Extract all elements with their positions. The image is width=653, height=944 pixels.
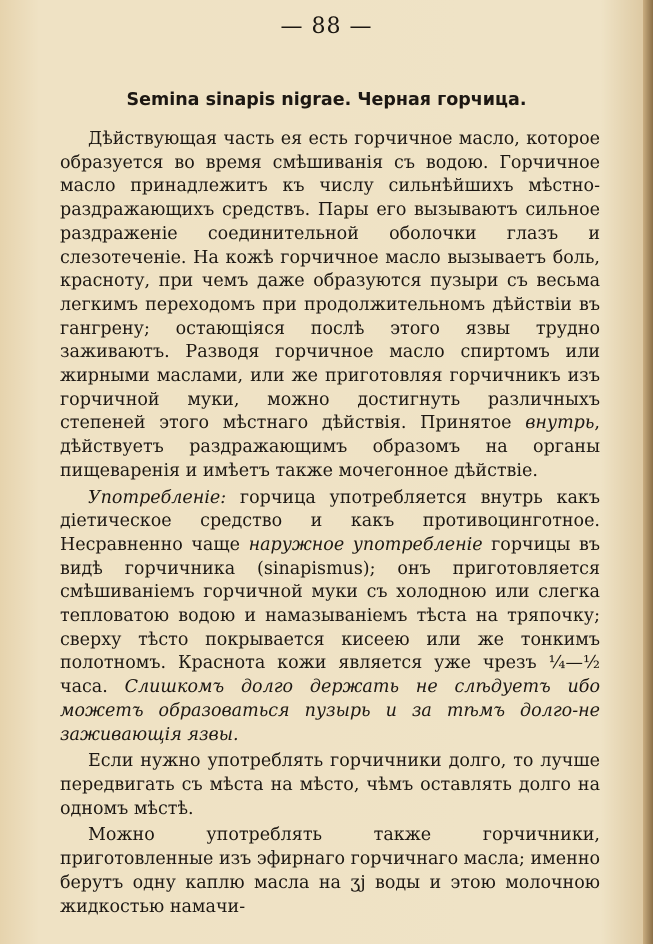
paragraph xyxy=(60,824,600,919)
italic-run: внутрь xyxy=(525,413,595,434)
page-number: — 88 — xyxy=(280,14,373,39)
section-heading: Semina sinapis nigrae. Черная горчица. xyxy=(126,90,527,110)
italic-run: Употребленіе: xyxy=(88,487,227,508)
text-run: Если нужно употреблять горчичники долго, то лучше передвигать съ мѣста на мѣсто, чѣмъ оставлять долго на одномъ мѣстѣ. xyxy=(60,751,600,819)
paragraph xyxy=(60,128,600,484)
italic-run: наружное употребленіе xyxy=(248,534,483,555)
paragraph xyxy=(60,487,600,748)
text-run: Можно употреблять также горчичники, приготовленные изъ эфирнаго горчичнаго масла; именно берутъ одну каплю масла на ʒj воды и этою молочною жидкостью намачи- xyxy=(60,825,601,917)
text-run: Дѣйствующая часть ея есть горчичное масло, которое образуется во время смѣшиванія съ водою. Горчичное масло принадлежитъ къ числу сильнѣйшихъ мѣстно-раздражающихъ средствъ. Пары его вызываютъ сильное раздраженіе соединительной оболочки глазъ и слезотеченіе. На кожѣ горчичное масло вызываетъ боль, красноту, при чемъ даже образуются пузыри съ весьма легкимъ переходомъ при продолжительномъ дѣйствіи въ гангрену; остающіяся послѣ этого язвы трудно заживаютъ. Разводя горчичное масло спиртомъ или жирными маслами, или же приготовляя горчичникъ изъ горчичной муки, можно достигнуть различныхъ степеней этого мѣстнаго дѣйствія. Принятое xyxy=(60,129,600,434)
text-run: горчицы въ видѣ горчичника (sinapismus); онъ приготовляется смѣшиваніемъ горчичной муки съ холодною или слегка тепловатою водою и намазываніемъ тѣста на тряпочку; сверху тѣсто покрывается кисеею или же тонкимъ полотномъ. Краснота кожи является уже чрезъ ¼—½ часа. xyxy=(60,534,601,698)
text-run: , дѣйствуетъ раздражающимъ образомъ на органы пищеваренія и имѣетъ также мочегонное дѣйствіе. xyxy=(60,413,600,481)
page-edge xyxy=(643,0,653,944)
text-run: горчица употребляется внутрь какъ діетическое средство и какъ противоцинготное. Несравненно чаще xyxy=(60,487,600,555)
paragraph xyxy=(60,750,600,821)
body-text xyxy=(60,128,600,922)
italic-run: Слишкомъ долго держать не слѣдуетъ ибо можетъ образоваться пузырь и за тѣмъ долго-не заживающія язвы. xyxy=(60,677,600,745)
